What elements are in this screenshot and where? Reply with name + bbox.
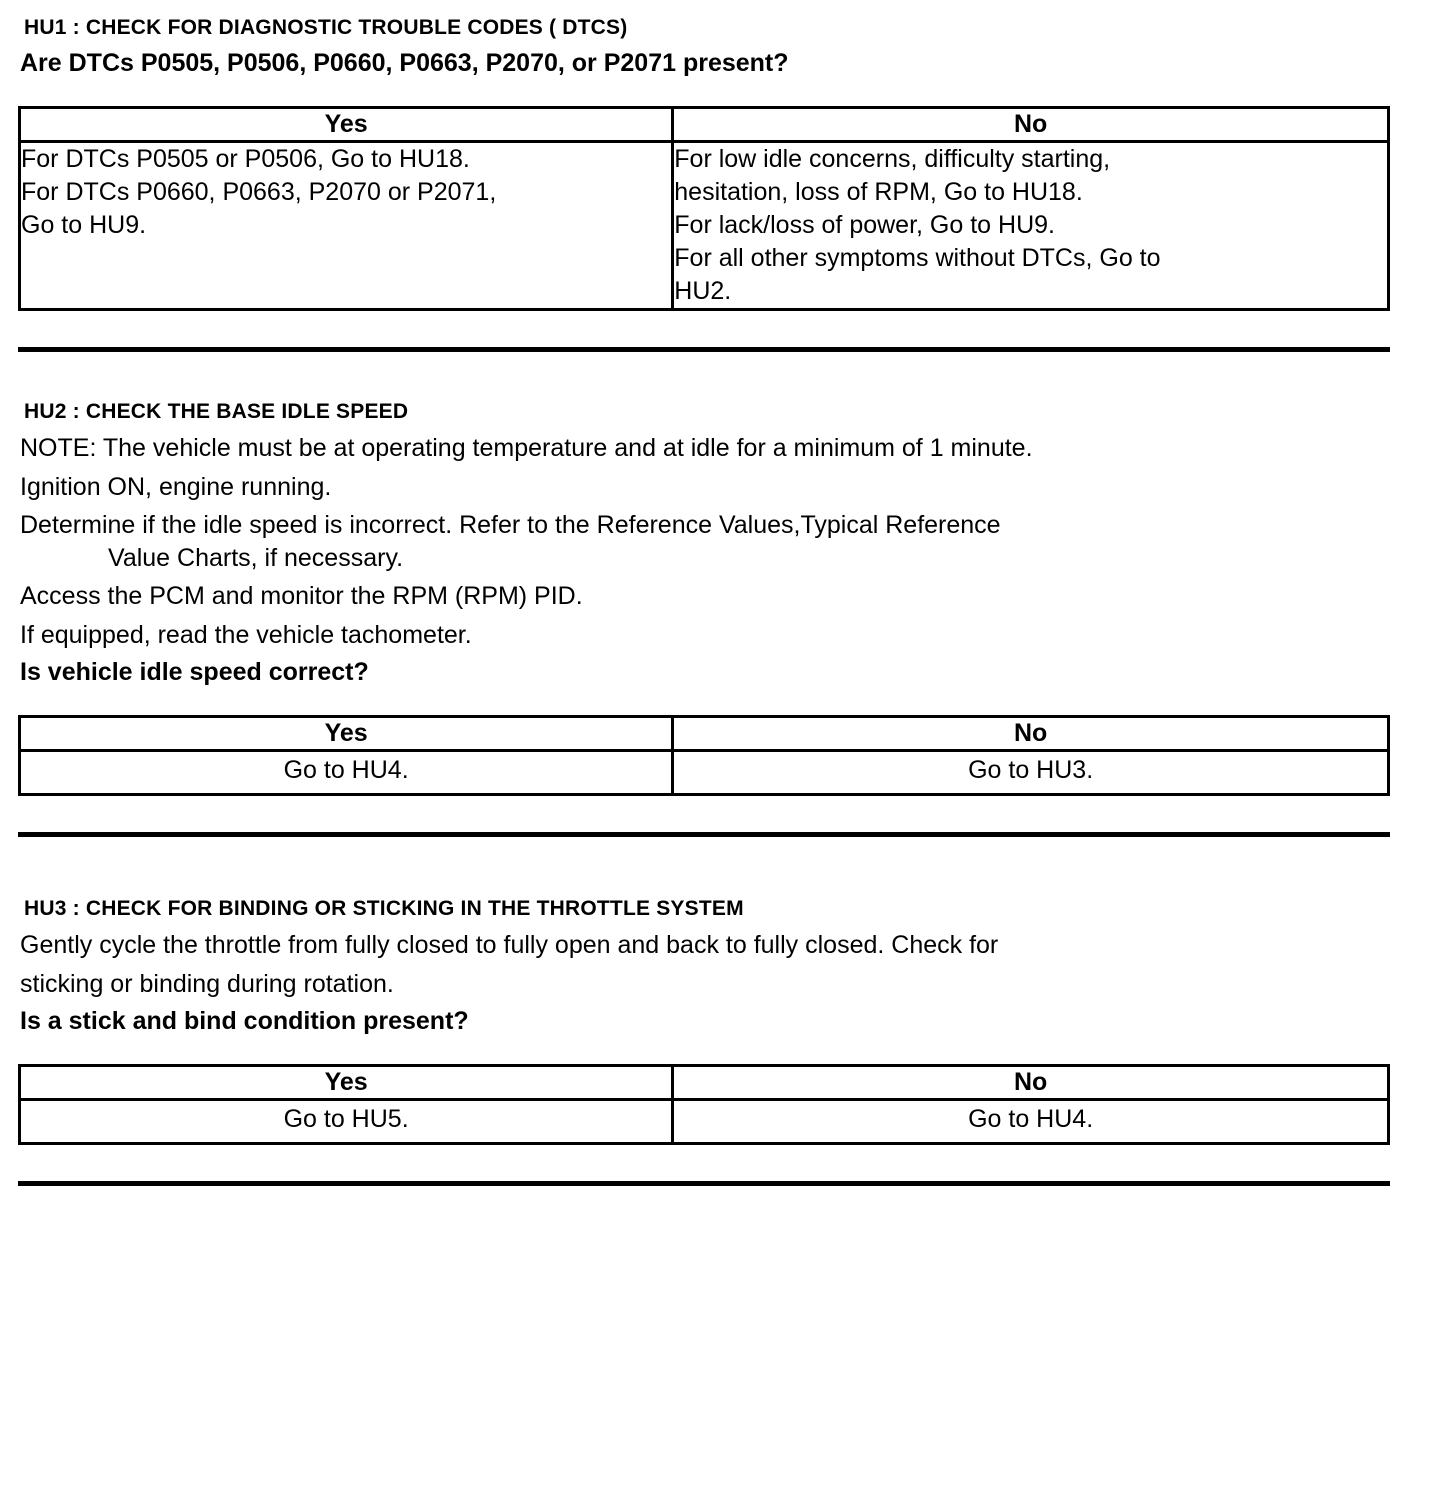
section-divider xyxy=(18,1181,1390,1186)
no-line: For all other symptoms without DTCs, Go to xyxy=(674,244,1161,273)
yes-line: Go to HU9. xyxy=(21,211,147,240)
no-line: For low idle concerns, difficulty starting, xyxy=(674,145,1111,174)
yes-no-table-hu1 xyxy=(18,106,1390,311)
column-header-no: No xyxy=(673,107,1389,141)
table-header-row xyxy=(20,716,1389,750)
column-header-yes: Yes xyxy=(20,107,673,141)
step-instruction-hu3: sticking or binding during rotation. xyxy=(20,969,394,998)
yes-no-table-hu2 xyxy=(18,715,1390,796)
column-header-no: No xyxy=(673,1065,1389,1099)
spacer xyxy=(18,837,1390,895)
yes-cell-hu3: Go to HU5. xyxy=(20,1100,673,1144)
table-row xyxy=(20,751,1389,795)
no-cell-hu1 xyxy=(673,142,1389,310)
step-note-hu2: NOTE: The vehicle must be at operating temperature and at idle for a minimum of 1 minute. xyxy=(20,434,1033,463)
step-question-hu3: Is a stick and bind condition present? xyxy=(20,1007,469,1036)
step-title-hu1: HU1 : CHECK FOR DIAGNOSTIC TROUBLE CODES ( DTCS) xyxy=(24,16,628,39)
step-instruction-hu3: Gently cycle the throttle from fully closed to fully open and back to fully closed. Check for xyxy=(20,931,999,960)
diagnostic-step-hu3 xyxy=(18,895,1390,1145)
step-title-hu2: HU2 : CHECK THE BASE IDLE SPEED xyxy=(24,400,409,424)
yes-no-table-hu3 xyxy=(18,1064,1390,1145)
step-instruction-hu2: Ignition ON, engine running. xyxy=(20,472,332,501)
table-row xyxy=(20,1100,1389,1144)
step-instruction-hu2: Determine if the idle speed is incorrect. Refer to the Reference Values,Typical Reference xyxy=(20,511,1001,540)
step-instruction-hu2: If equipped, read the vehicle tachometer. xyxy=(20,620,472,649)
spacer xyxy=(18,352,1390,398)
yes-cell-hu2: Go to HU4. xyxy=(20,751,673,795)
diagnostic-step-hu2 xyxy=(18,398,1390,796)
no-line: hesitation, loss of RPM, Go to HU18. xyxy=(674,178,1083,207)
yes-line: For DTCs P0660, P0663, P2070 or P2071, xyxy=(21,178,497,207)
table-header-row xyxy=(20,107,1389,141)
yes-cell-hu1 xyxy=(20,142,673,310)
no-cell-hu3: Go to HU4. xyxy=(673,1100,1389,1144)
column-header-yes: Yes xyxy=(20,1065,673,1099)
step-instruction-hu2: Access the PCM and monitor the RPM (RPM) PID. xyxy=(20,582,583,611)
step-question-hu2: Is vehicle idle speed correct? xyxy=(20,658,369,687)
table-header-row xyxy=(20,1065,1389,1099)
column-header-yes: Yes xyxy=(20,716,673,750)
diagnostic-step-hu1 xyxy=(18,14,1390,311)
no-line: HU2. xyxy=(674,277,732,306)
yes-line: For DTCs P0505 or P0506, Go to HU18. xyxy=(21,145,470,174)
no-cell-hu2: Go to HU3. xyxy=(673,751,1389,795)
no-line: For lack/loss of power, Go to HU9. xyxy=(674,211,1055,240)
step-instruction-hu2-cont: Value Charts, if necessary. xyxy=(108,543,404,572)
step-title-hu3: HU3 : CHECK FOR BINDING OR STICKING IN THE THROTTLE SYSTEM xyxy=(24,897,744,921)
column-header-no: No xyxy=(673,716,1389,750)
step-question-hu1: Are DTCs P0505, P0506, P0660, P0663, P2070, or P2071 present? xyxy=(20,49,789,78)
table-row xyxy=(20,142,1389,310)
